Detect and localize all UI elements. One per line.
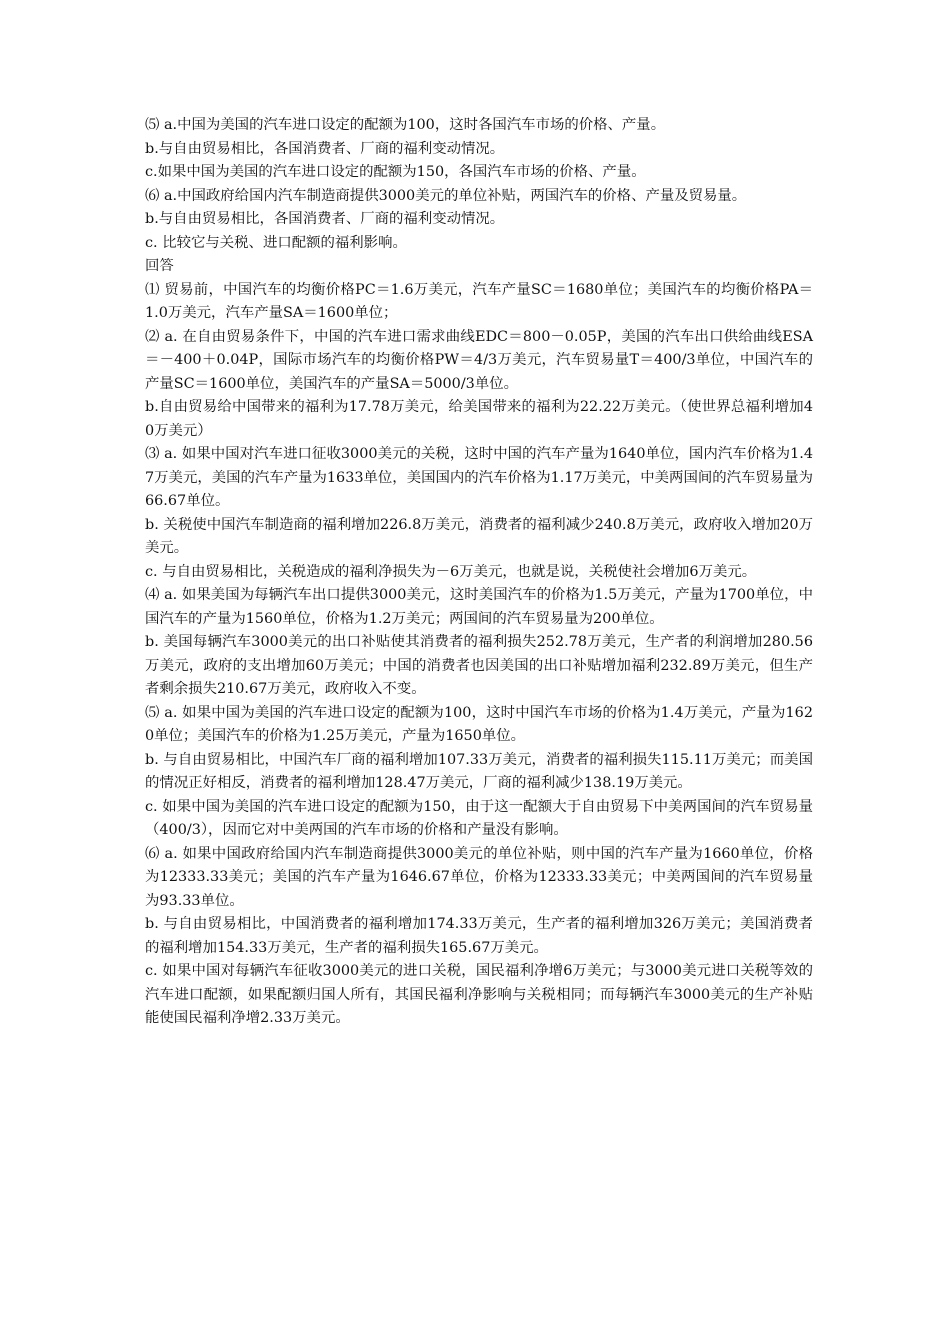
question-6a: ⑹ a.中国政府给国内汽车制造商提供3000美元的单位补贴，两国汽车的价格、产量及贸易量。 xyxy=(145,187,747,204)
question-6c: c. 比较它与关税、进口配额的福利影响。 xyxy=(145,234,407,251)
answer-5c: c. 如果中国为美国的汽车进口设定的配额为150，由于这一配额大于自由贸易下中美两国间的汽车贸易量（400/3），因而它对中美两国的汽车市场的价格和产量没有影响。 xyxy=(145,798,813,838)
question-5c: c.如果中国为美国的汽车进口设定的配额为150，各国汽车市场的价格、产量。 xyxy=(145,164,646,180)
answer-2b: b.自由贸易给中国带来的福利为17.78万美元，给美国带来的福利为22.22万美元。（使世界总福利增加40万美元） xyxy=(145,399,813,439)
answer-1: ⑴ 贸易前，中国汽车的均衡价格PC＝1.6万美元，汽车产量SC＝1680单位；美国汽车的均衡价格PA＝1.0万美元，汽车产量SA＝1600单位； xyxy=(145,281,813,321)
answer-6c: c. 如果中国对每辆汽车征收3000美元的进口关税，国民福利净增6万美元；与3000美元进口关税等效的汽车进口配额，如果配额归国人所有，其国民福利净影响与关税相同；而每辆汽车3000美元的生产补贴能使国民福利净增2.33万美元。 xyxy=(145,963,813,1026)
question-6b: b.与自由贸易相比，各国消费者、厂商的福利变动情况。 xyxy=(145,211,505,227)
answer-3c: c. 与自由贸易相比，关税造成的福利净损失为－6万美元，也就是说，关税使社会增加6万美元。 xyxy=(145,563,757,580)
answer-5a: ⑸ a. 如果中国为美国的汽车进口设定的配额为100，这时中国汽车市场的价格为1.4万美元，产量为1620单位；美国汽车的价格为1.25万美元，产量为1650单位。 xyxy=(145,704,813,744)
answer-4a: ⑷ a. 如果美国为每辆汽车出口提供3000美元，这时美国汽车的价格为1.5万美元，产量为1700单位，中国汽车的产量为1560单位，价格为1.2万美元；两国间的汽车贸易量为200单位。 xyxy=(145,587,813,627)
document-body xyxy=(145,114,813,1031)
answer-3b: b. 关税使中国汽车制造商的福利增加226.8万美元，消费者的福利减少240.8万美元，政府收入增加20万美元。 xyxy=(145,516,813,556)
answer-6a: ⑹ a. 如果中国政府给国内汽车制造商提供3000美元的单位补贴，则中国的汽车产量为1660单位，价格为12333.33美元；美国的汽车产量为1646.67单位，价格为12333.33美元；中美两国间的汽车贸易量为93.33单位。 xyxy=(145,845,813,909)
answer-heading: 回答 xyxy=(145,258,174,274)
question-5b: b.与自由贸易相比，各国消费者、厂商的福利变动情况。 xyxy=(145,140,505,157)
answer-5b: b. 与自由贸易相比，中国汽车厂商的福利增加107.33万美元，消费者的福利损失115.11万美元；而美国的情况正好相反，消费者的福利增加128.47万美元，厂商的福利减少138.19万美元。 xyxy=(145,751,813,791)
answer-3a: ⑶ a. 如果中国对汽车进口征收3000美元的关税，这时中国的汽车产量为1640单位，国内汽车价格为1.47万美元，美国的汽车产量为1633单位，美国国内的汽车价格为1.17万美元，中美两国间的汽车贸易量为66.67单位。 xyxy=(145,446,814,509)
answer-4b: b. 美国每辆汽车3000美元的出口补贴使其消费者的福利损失252.78万美元，生产者的利润增加280.56万美元，政府的支出增加60万美元；中国的消费者也因美国的出口补贴增加福利232.89万美元，但生产者剩余损失210.67万美元，政府收入不变。 xyxy=(145,634,813,697)
answer-2a: ⑵ a. 在自由贸易条件下，中国的汽车进口需求曲线EDC＝800－0.05P，美国的汽车出口供给曲线ESA＝－400＋0.04P，国际市场汽车的均衡价格PW＝4/3万美元，汽车贸易量T＝400/3单位，中国汽车的产量SC＝1600单位，美国汽车的产量SA＝5000/3单位。 xyxy=(145,328,813,392)
question-5a: ⑸ a.中国为美国的汽车进口设定的配额为100，这时各国汽车市场的价格、产量。 xyxy=(145,117,666,133)
answer-6b: b. 与自由贸易相比，中国消费者的福利增加174.33万美元，生产者的福利增加326万美元；美国消费者的福利增加154.33万美元，生产者的福利损失165.67万美元。 xyxy=(145,916,813,956)
